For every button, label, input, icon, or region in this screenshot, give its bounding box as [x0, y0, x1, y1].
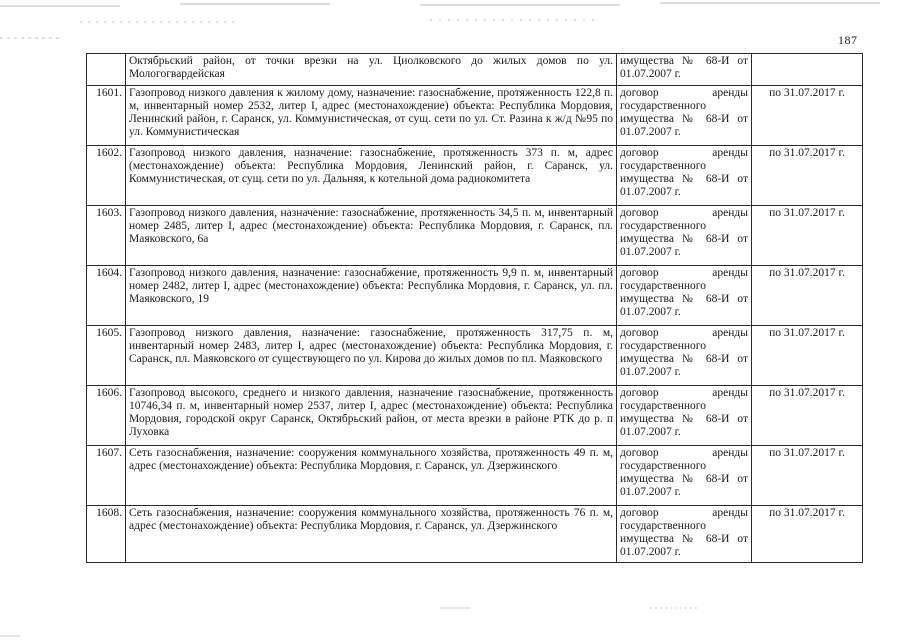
object-description: Газопровод низкого давления к жилому дому, назначение: газоснабжение, протяженность 122,8 п. м, инвентарный номер 2532, литер I, адрес (местонахождение) объекта: Республика Мордовия, Ленинский район, г. Саранск, ул. Коммунистическая, от сущ. сети по ул. Ст. Разина к ж/д №95 по ул. Коммунистическая	[126, 86, 617, 146]
lease-term: по 31.07.2017 г.	[752, 146, 863, 206]
table-row	[87, 386, 863, 446]
page-number: 187	[838, 33, 858, 47]
scan-artifact-top	[0, 0, 905, 60]
lease-term: по 31.07.2017 г.	[752, 506, 863, 563]
lease-basis: договор аренды государственного имущества № 68-И от 01.07.2007 г.	[617, 86, 752, 146]
lease-term: по 31.07.2017 г.	[752, 206, 863, 266]
lease-basis: договор аренды государственного имущества № 68-И от 01.07.2007 г.	[617, 266, 752, 326]
lease-term: по 31.07.2017 г.	[752, 326, 863, 386]
lease-basis: имущества № 68-И от 01.07.2007 г.	[617, 54, 752, 86]
lease-basis: договор аренды государственного имущества № 68-И от 01.07.2007 г.	[617, 326, 752, 386]
row-number: 1605.	[87, 326, 126, 386]
table-row	[87, 326, 863, 386]
object-description: Газопровод низкого давления, назначение: газоснабжение, протяженность 34,5 п. м, инвентарный номер 2485, литер I, адрес (местонахождение) объекта: Республика Мордовия, г. Саранск, пл. Маяковского, 6а	[126, 206, 617, 266]
table-row	[87, 86, 863, 146]
table-row	[87, 146, 863, 206]
lease-term: по 31.07.2017 г.	[752, 266, 863, 326]
table-row	[87, 446, 863, 506]
lease-term	[752, 54, 863, 86]
row-number	[87, 54, 126, 86]
lease-term: по 31.07.2017 г.	[752, 446, 863, 506]
table-row	[87, 206, 863, 266]
lease-basis: договор аренды государственного имущества № 68-И от 01.07.2007 г.	[617, 386, 752, 446]
lease-basis: договор аренды государственного имущества № 68-И от 01.07.2007 г.	[617, 446, 752, 506]
object-description: Сеть газоснабжения, назначение: сооружения коммунального хозяйства, протяженность 76 п. м, адрес (местонахождение) объекта: Республика Мордовия, г. Саранск, ул. Дзержинского	[126, 506, 617, 563]
object-description: Газопровод высокого, среднего и низкого давления, назначение газоснабжение, протяженность 10746,34 п. м, инвентарный номер 2537, литер I, адрес (местонахождение) объекта: Республика Мордовия, городской округ Саранск, Октябрьский район, от места врезки в районе РТК до р. п Луховка	[126, 386, 617, 446]
row-number: 1601.	[87, 86, 126, 146]
table-row	[87, 266, 863, 326]
row-number: 1604.	[87, 266, 126, 326]
property-registry-table	[86, 53, 863, 563]
scan-artifact-bottom	[0, 600, 905, 640]
table-row-continuation	[87, 54, 863, 86]
row-number: 1606.	[87, 386, 126, 446]
object-description: Октябрьский район, от точки врезки на ул. Циолковского до жилых домов по ул. Мологогвардейская	[126, 54, 617, 86]
row-number: 1607.	[87, 446, 126, 506]
row-number: 1603.	[87, 206, 126, 266]
lease-basis: договор аренды государственного имущества № 68-И от 01.07.2007 г.	[617, 206, 752, 266]
object-description: Газопровод низкого давления, назначение: газоснабжение, протяженность 9,9 п. м, инвентарный номер 2482, литер I, адрес (местонахождение) объекта: Республика Мордовия, г. Саранск, ул. пл. Маяковского, 19	[126, 266, 617, 326]
row-number: 1602.	[87, 146, 126, 206]
object-description: Сеть газоснабжения, назначение: сооружения коммунального хозяйства, протяженность 49 п. м, адрес (местонахождение) объекта: Республика Мордовия, г. Саранск, ул. Дзержинского	[126, 446, 617, 506]
lease-term: по 31.07.2017 г.	[752, 386, 863, 446]
table-row	[87, 506, 863, 563]
row-number: 1608.	[87, 506, 126, 563]
lease-basis: договор аренды государственного имущества № 68-И от 01.07.2007 г.	[617, 506, 752, 563]
object-description: Газопровод низкого давления, назначение: газоснабжение, протяженность 373 п. м, адрес (местонахождение) объекта: Республика Мордовия, Ленинский район, г. Саранск, ул. Коммунистическая, от сущ. сети по ул. Дальняя, к котельной дома радиокомитета	[126, 146, 617, 206]
object-description: Газопровод низкого давления, назначение: газоснабжение, протяженность 317,75 п. м, инвентарный номер 2483, литер I, адрес (местонахождение) объекта: Республика Мордовия, г. Саранск, пл. Маяковского от существующего по ул. Кирова до жилых домов по пл. Маяковского	[126, 326, 617, 386]
lease-term: по 31.07.2017 г.	[752, 86, 863, 146]
lease-basis: договор аренды государственного имущества № 68-И от 01.07.2007 г.	[617, 146, 752, 206]
